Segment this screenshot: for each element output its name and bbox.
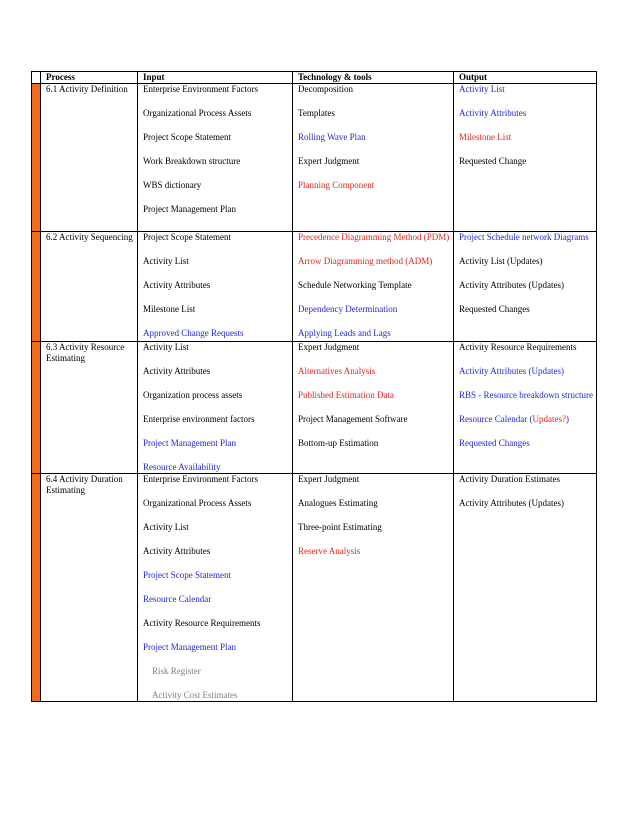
tool-item: [298, 522, 453, 533]
input-item: [143, 328, 292, 339]
tool-cell: [293, 84, 454, 232]
tool-item: [298, 546, 453, 557]
output-item-text: Requested Change: [459, 156, 527, 166]
tool-item-text: Planning Component: [298, 180, 375, 190]
tool-cell: [293, 474, 454, 702]
input-item: [143, 570, 292, 581]
input-item-text: Enterprise Environment Factors: [143, 84, 258, 94]
input-item-text: Activity Attributes: [143, 366, 211, 376]
input-item: [143, 462, 292, 473]
tool-item: [298, 474, 453, 485]
process-cell: 6.1 Activity Definition: [41, 84, 138, 232]
tool-item-text: Schedule Networking Template: [298, 280, 412, 290]
input-item-text: Resource Availability: [143, 462, 221, 472]
process-table: [31, 71, 597, 702]
input-item: [143, 522, 292, 533]
tool-item: [298, 328, 453, 339]
tool-cell: [293, 342, 454, 474]
input-item-text: Enterprise Environment Factors: [143, 474, 258, 484]
tool-item: [298, 304, 453, 315]
process-cell: 6.2 Activity Sequencing: [41, 232, 138, 342]
input-item: [143, 256, 292, 267]
tool-item-text: Three-point Estimating: [298, 522, 382, 532]
table-row: [32, 84, 597, 232]
header-technology: Technology & tools: [293, 72, 454, 84]
output-cell: [454, 342, 597, 474]
output-item-text: Activity List (Updates): [459, 256, 543, 266]
header-output: Output: [454, 72, 597, 84]
input-item: [143, 132, 292, 143]
input-item-text: Organization process assets: [143, 390, 243, 400]
input-item-text: WBS dictionary: [143, 180, 202, 190]
input-cell: [138, 342, 293, 474]
tool-item: [298, 438, 453, 449]
tool-item: [298, 84, 453, 95]
input-item-text: Project Management Plan: [143, 642, 236, 652]
input-item-text: Activity Cost Estimates: [152, 690, 238, 700]
output-cell: [454, 474, 597, 702]
output-item: [459, 498, 596, 509]
tool-item-text: Expert Judgment: [298, 474, 360, 484]
tool-item: [298, 108, 453, 119]
tool-item-text: Decomposition: [298, 84, 353, 94]
input-item-text: Work Breakdown structure: [143, 156, 241, 166]
input-item: [143, 414, 292, 425]
output-item-text: Activity Attributes (Updates): [459, 498, 564, 508]
output-item-text: Activity Resource Requirements: [459, 342, 577, 352]
tool-item-text: Expert Judgment: [298, 342, 360, 352]
input-item: [143, 204, 292, 215]
header-gutter: [32, 72, 41, 84]
tool-item-text: Templates: [298, 108, 335, 118]
output-item-text: Activity Attributes (Updates): [459, 280, 564, 290]
input-item-text: Risk Register: [152, 666, 201, 676]
output-item-text: Project Schedule network Diagrams: [459, 232, 589, 242]
output-item-note: Updates?: [532, 414, 566, 424]
tool-item: [298, 498, 453, 509]
input-item: [143, 594, 292, 605]
input-item-text: Activity List: [143, 522, 189, 532]
input-item: [143, 498, 292, 509]
input-item: [143, 180, 292, 191]
tool-item: [298, 156, 453, 167]
header-row: [32, 72, 597, 84]
tool-item-text: Rolling Wave Plan: [298, 132, 366, 142]
input-item-text: Enterprise environment factors: [143, 414, 255, 424]
row-accent-bar: [32, 84, 41, 232]
tool-item-text: Expert Judgment: [298, 156, 360, 166]
output-item-text: RBS - Resource breakdown structure: [459, 390, 593, 400]
input-item-text: Project Management Plan: [143, 204, 236, 214]
input-cell: [138, 84, 293, 232]
input-item: [143, 342, 292, 353]
output-item: [459, 108, 596, 119]
header-input: Input: [138, 72, 293, 84]
output-item: [459, 280, 596, 291]
tool-item-text: Analogues Estimating: [298, 498, 378, 508]
tool-item-text: Arrow Diagramming method (ADM): [298, 256, 433, 266]
input-item-text: Activity Attributes: [143, 280, 211, 290]
header-process: Process: [41, 72, 138, 84]
tool-item: [298, 366, 453, 377]
input-item-text: Milestone List: [143, 304, 196, 314]
input-item: [143, 280, 292, 291]
table-row: [32, 342, 597, 474]
tool-item: [298, 232, 453, 243]
output-item: [459, 414, 596, 425]
process-cell: 6.4 Activity Duration Estimating: [41, 474, 138, 702]
output-cell: [454, 232, 597, 342]
input-item-text: Resource Calendar: [143, 594, 212, 604]
tool-item-text: Alternatives Analysis: [298, 366, 376, 376]
output-item-text: Requested Changes: [459, 304, 530, 314]
output-item-text: Activity Duration Estimates: [459, 474, 560, 484]
input-item-text: Activity Resource Requirements: [143, 618, 261, 628]
output-item: [459, 132, 596, 143]
input-item: [143, 474, 292, 485]
tool-item: [298, 256, 453, 267]
input-item: [143, 390, 292, 401]
tool-item-text: Published Estimation Data: [298, 390, 394, 400]
input-item-text: Project Scope Statement: [143, 232, 231, 242]
input-item: [143, 666, 292, 677]
input-item-text: Approved Change Requests: [143, 328, 244, 338]
output-item-text: Activity Attributes: [459, 108, 527, 118]
input-item: [143, 618, 292, 629]
input-item-text: Activity Attributes: [143, 546, 211, 556]
input-item: [143, 690, 292, 701]
input-item-text: Activity List: [143, 256, 189, 266]
output-item: [459, 156, 596, 167]
input-item-text: Organizational Process Assets: [143, 498, 252, 508]
input-item: [143, 232, 292, 243]
output-item: [459, 438, 596, 449]
tool-item: [298, 414, 453, 425]
table-row: [32, 232, 597, 342]
input-item-text: Activity List: [143, 342, 189, 352]
input-item: [143, 642, 292, 653]
tool-item: [298, 390, 453, 401]
input-item: [143, 546, 292, 557]
input-item-text: Organizational Process Assets: [143, 108, 252, 118]
input-item: [143, 156, 292, 167]
row-accent-bar: [32, 342, 41, 474]
output-item: [459, 366, 596, 377]
tool-item-text: Project Management Software: [298, 414, 408, 424]
row-accent-bar: [32, 232, 41, 342]
input-item: [143, 366, 292, 377]
output-item-text: Resource Calendar (: [459, 414, 533, 424]
tool-item: [298, 180, 453, 191]
output-item-text: Milestone List: [459, 132, 512, 142]
output-item-tail: ): [565, 414, 569, 424]
output-item: [459, 390, 596, 401]
input-item: [143, 84, 292, 95]
output-item: [459, 474, 596, 485]
tool-cell: [293, 232, 454, 342]
tool-item-text: Dependency Determination: [298, 304, 398, 314]
output-item: [459, 342, 596, 353]
table-body: [32, 84, 597, 702]
tool-item: [298, 342, 453, 353]
tool-item: [298, 280, 453, 291]
output-item-text: Activity Attributes (Updates): [459, 366, 564, 376]
input-item: [143, 108, 292, 119]
input-item: [143, 438, 292, 449]
tool-item-text: Reserve Analysis: [298, 546, 361, 556]
row-accent-bar: [32, 474, 41, 702]
output-item-text: Requested Changes: [459, 438, 530, 448]
output-item: [459, 84, 596, 95]
input-item-text: Project Management Plan: [143, 438, 236, 448]
tool-item-text: Bottom-up Estimation: [298, 438, 379, 448]
tool-item-text: Precedence Diagramming Method (PDM): [298, 232, 450, 242]
output-cell: [454, 84, 597, 232]
output-item: [459, 304, 596, 315]
output-item: [459, 232, 596, 243]
tool-item-text: Applying Leads and Lags: [298, 328, 391, 338]
table-row: [32, 474, 597, 702]
process-cell: 6.3 Activity Resource Estimating: [41, 342, 138, 474]
input-item-text: Project Scope Statement: [143, 132, 231, 142]
input-item-text: Project Scope Statement: [143, 570, 231, 580]
input-cell: [138, 474, 293, 702]
output-item: [459, 256, 596, 267]
tool-item: [298, 132, 453, 143]
input-cell: [138, 232, 293, 342]
input-item: [143, 304, 292, 315]
output-item-text: Activity List: [459, 84, 505, 94]
